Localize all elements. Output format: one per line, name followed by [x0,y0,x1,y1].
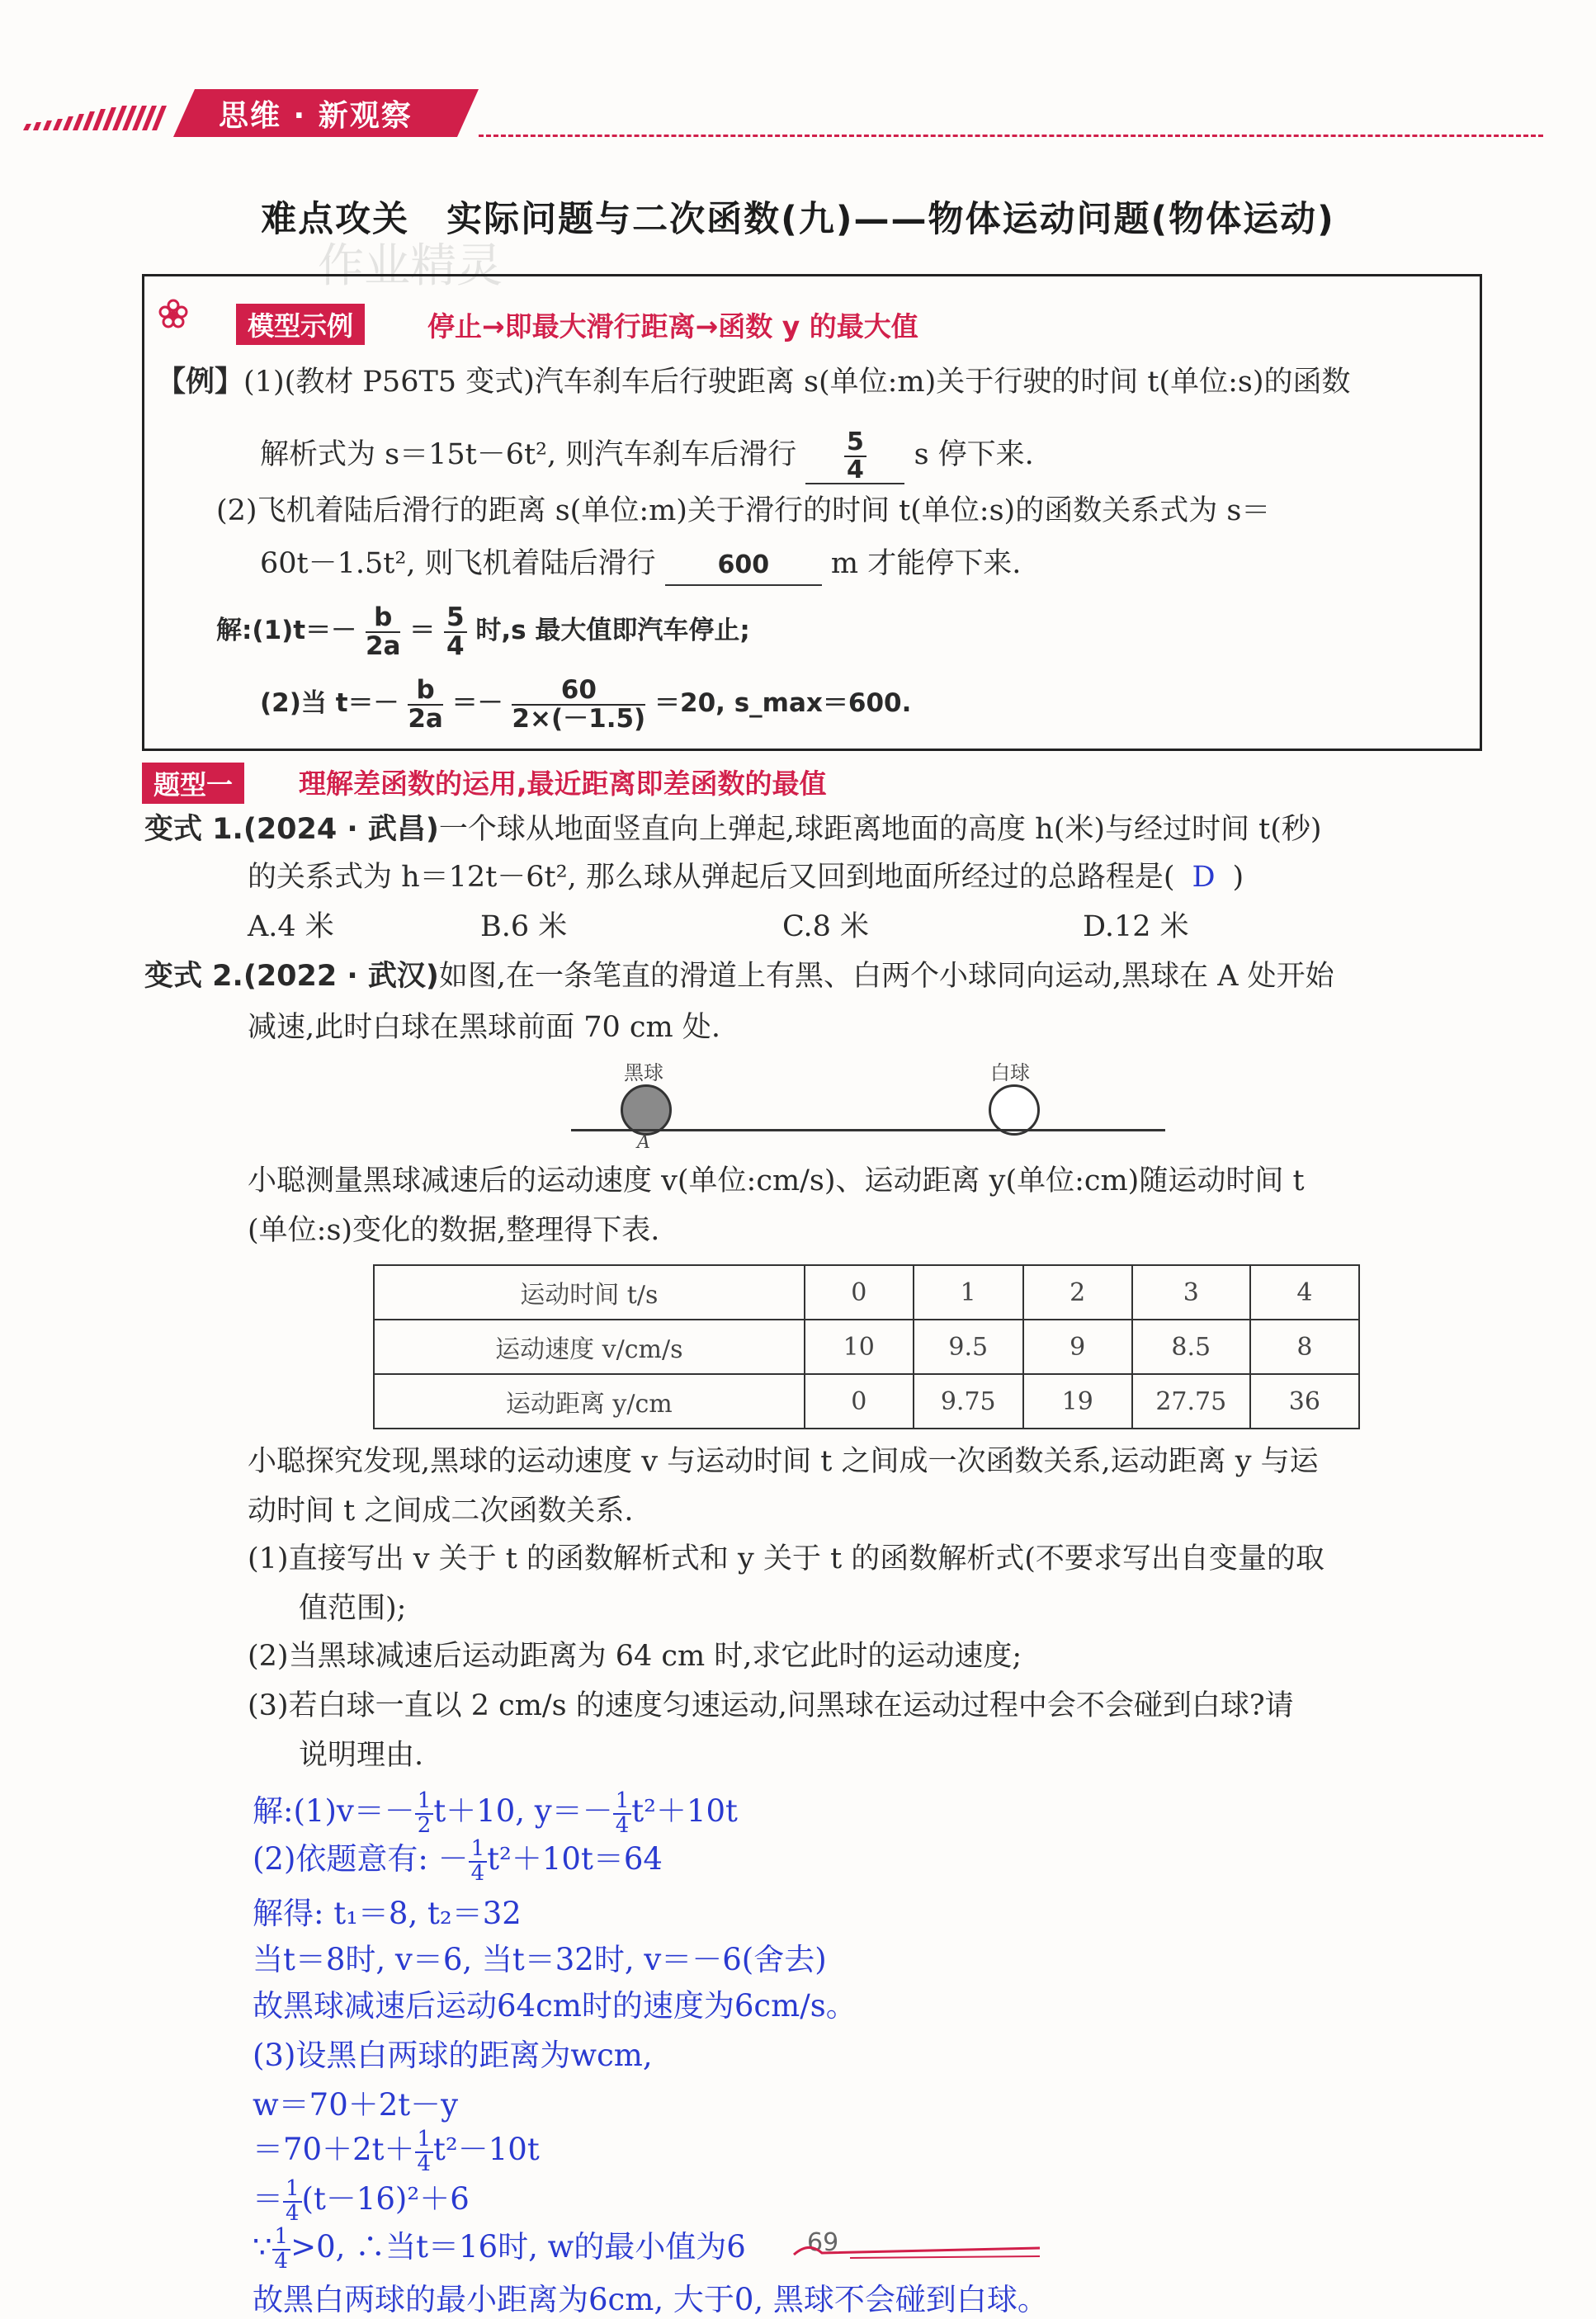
solution-line-1 [216,604,750,659]
q1-text: 一个球从地面竖直向上弹起,球距离地面的高度 h(米)与经过时间 t(秒) [438,813,1322,846]
frac-num: 60 [512,677,645,706]
answer-text: ＝70＋2t＋ [253,2132,415,2167]
table-cell: 9.5 [914,1320,1023,1374]
table-cell: 19 [1023,1374,1132,1429]
answer-line-11: 故黑白两球的最小距离为6cm, 大于0, 黑球不会碰到白球。 [253,2282,1048,2317]
table-cell: 8.5 [1132,1320,1250,1374]
answer-text: 解:(1)v＝－ [253,1793,415,1829]
model-tag: 模型示例 [236,304,365,345]
black-ball [621,1084,672,1136]
solution-2-frac [408,677,443,732]
answer-line-4: 当t＝8时, v＝6, 当t＝32时, v＝－6(舍去) [253,1942,827,1977]
type-1-tag: 题型一 [142,763,244,804]
fraction-quarter [272,2226,291,2273]
solution-1-post: 时,s 最大值即汽车停止; [475,616,750,646]
answer-text: ＝ [253,2181,283,2217]
solution-1-pre: (1)t＝－ [252,616,357,646]
example-2-line-2 [260,545,1021,586]
frac-den: 2a [365,631,401,661]
table-row [374,1320,1359,1374]
answer-text: t＋10, y＝－ [433,1793,613,1829]
answer-text: (2)依题意有: － [253,1841,469,1877]
watermark: 作业精灵 [318,239,503,293]
frac-den: 4 [470,1860,485,1886]
frac-num: b [366,604,401,633]
q2-part-1a: (1)直接写出 v 关于 t 的函数解析式和 y 关于 t 的函数解析式(不要求写出自变量的取 [248,1542,1324,1575]
frac-num: 1 [272,2226,291,2250]
q1-line-1 [144,810,1322,848]
flower-icon [157,297,190,330]
example-label: 【例】 [157,366,244,399]
q2-finding-2: 动时间 t 之间成二次函数关系. [248,1495,634,1528]
example-line-1 [157,363,1351,401]
fraction-quarter [283,2178,302,2225]
table-cell: 9.75 [914,1374,1023,1429]
q1-option-c: C.8 米 [782,910,870,943]
frac-den: 2×(－1.5) [512,703,646,734]
q2-finding-1: 小聪探究发现,黑球的运动速度 v 与运动时间 t 之间成一次函数关系,运动距离 y 与运 [248,1445,1319,1478]
table-cell: 4 [1250,1265,1359,1320]
table-row [374,1374,1359,1429]
answer-text: t²＋10t＝64 [487,1841,663,1877]
fraction-quarter [469,1838,488,1885]
answer-text: ∵ [253,2229,272,2265]
header-section-label: 思维 · 新观察 [219,99,413,133]
q1-paren-close: ) [1232,861,1244,894]
frac-num: 1 [283,2178,302,2202]
frac-den: 2a [408,703,443,734]
answer-line-8 [253,2124,540,2175]
table-cell: 9 [1023,1320,1132,1374]
answer-line-5: 故黑球减速后运动64cm时的速度为6cm/s。 [253,1988,857,2024]
answer-line-3: 解得: t₁＝8, t₂＝32 [253,1896,522,1931]
data-table [373,1264,1360,1429]
table-cell: 2 [1023,1265,1132,1320]
solution-2-post: ＝20, s_max＝600. [654,688,912,719]
example-1-text-end: s 停下来. [914,438,1034,471]
example-1-text: (1)(教材 P56T5 变式)汽车刹车后行驶距离 s(单位:m)关于行驶的时间 t(单位:s)的函数 [243,366,1351,399]
table-cell: 3 [1132,1265,1250,1320]
answer-line-1 [253,1786,738,1837]
example-2-text-end: m 才能停下来. [830,547,1022,580]
answer-line-7: w＝70＋2t－y [253,2087,459,2123]
table-cell: 10 [805,1320,914,1374]
solution-1-frac [366,604,401,659]
frac-den: 4 [615,1812,630,1838]
page-decoration [792,2238,1056,2263]
answer-1-fraction [844,429,866,483]
fraction-quarter [415,2128,434,2175]
answer-text: (t－16)²＋6 [301,2181,470,2217]
q2-part-1b: 值范围); [299,1592,407,1625]
header-stripes [23,106,188,132]
q1-answer: D [1192,861,1216,894]
solution-1-result [444,604,467,659]
q2-desc-2: (单位:s)变化的数据,整理得下表. [248,1214,660,1247]
frac-num: b [408,677,443,706]
fraction-half [415,1790,434,1837]
table-row-label: 运动时间 t/s [374,1265,805,1320]
header-divider [479,135,1543,137]
solution-2-frac-values [512,677,645,732]
table-cell: 36 [1250,1374,1359,1429]
page-number: 69 [807,2228,839,2257]
example-2-line-1: (2)飞机着陆后滑行的距离 s(单位:m)关于滑行的时间 t(单位:s)的函数关系式为 s＝ [216,494,1271,527]
track-line [571,1129,1165,1131]
table-row-label: 运动速度 v/cm/s [374,1320,805,1374]
ball-figure [561,1056,1172,1155]
answer-line-6: (3)设黑白两球的距离为wcm, [253,2038,653,2073]
table-cell: 0 [805,1265,914,1320]
answer-blank-2: 600 [665,546,822,586]
q1-text-cont: 的关系式为 h＝12t－6t², 那么球从弹起后又回到地面所经过的总路程是( [248,861,1175,894]
frac-den: 4 [274,2248,289,2274]
page-title: 难点攻关 实际问题与二次函数(九)——物体运动问题(物体运动) [261,199,1335,240]
model-subtitle: 停止→即最大滑行距离→函数 y 的最大值 [427,310,918,342]
frac-den: 2 [417,1812,432,1838]
frac-num: 1 [469,1838,488,1862]
answer-line-9 [253,2174,470,2225]
frac-num: 1 [415,1790,434,1814]
solution-label: 解: [216,616,253,646]
point-a-label: A [637,1132,650,1153]
white-ball [989,1084,1040,1136]
q2-text: 如图,在一条笔直的滑道上有黑、白两个小球同向运动,黑球在 A 处开始 [438,960,1334,993]
q2-desc-1: 小聪测量黑球减速后的运动速度 v(单位:cm/s)、运动距离 y(单位:cm)随运动时间 t [248,1164,1305,1197]
equals-sign: ＝ [409,616,436,646]
solution-2-mid: ＝－ [451,688,503,719]
answer-text: t²＋10t [631,1793,738,1829]
answer-text: t²－10t [433,2132,540,2167]
frac-den: 4 [417,2151,432,2176]
example-2-text: 60t－1.5t², 则飞机着陆后滑行 [260,547,656,580]
table-cell: 8 [1250,1320,1359,1374]
answer-line-10 [253,2222,746,2273]
solution-2-pre: (2)当 t＝－ [260,688,399,719]
type-1-subtitle: 理解差函数的运用,最近距离即差函数的最值 [299,767,827,800]
q1-option-a: A.4 米 [248,910,334,943]
white-ball-label: 白球 [990,1061,1030,1084]
fraction-quarter [613,1790,632,1837]
answer-blank-1 [805,429,904,484]
q2-part-3a: (3)若白球一直以 2 cm/s 的速度匀速运动,问黑球在运动过程中会不会碰到白球?请 [248,1689,1294,1722]
q2-label: 变式 2.(2022 · 武汉) [144,960,439,993]
frac-num: 1 [415,2128,434,2152]
q2-line-2: 减速,此时白球在黑球前面 70 cm 处. [248,1011,720,1044]
table-cell: 0 [805,1374,914,1429]
q1-line-2 [248,858,1244,896]
answer-text: >0, ∴当t＝16时, w的最小值为6 [290,2229,746,2265]
table-row [374,1265,1359,1320]
q1-label: 变式 1.(2024 · 武昌) [144,813,439,846]
q1-option-b: B.6 米 [480,910,568,943]
answer-1-den: 4 [847,455,864,484]
frac-den: 4 [446,631,465,661]
solution-line-2 [260,677,911,732]
frac-num: 1 [613,1790,632,1814]
q2-part-3b: 说明理由. [299,1739,424,1772]
frac-num: 5 [444,604,467,633]
q2-line-1 [144,957,1334,995]
table-cell: 27.75 [1132,1374,1250,1429]
table-row-label: 运动距离 y/cm [374,1374,805,1429]
answer-line-2 [253,1834,663,1885]
frac-den: 4 [286,2200,300,2226]
q1-option-d: D.12 米 [1083,910,1189,943]
q2-part-2: (2)当黑球减速后运动距离为 64 cm 时,求它此时的运动速度; [248,1640,1022,1673]
black-ball-label: 黑球 [624,1061,663,1084]
example-1-text-cont: 解析式为 s＝15t－6t², 则汽车刹车后滑行 [260,438,797,471]
example-line-2 [260,429,1034,484]
table-cell: 1 [914,1265,1023,1320]
answer-1-num: 5 [844,429,866,457]
